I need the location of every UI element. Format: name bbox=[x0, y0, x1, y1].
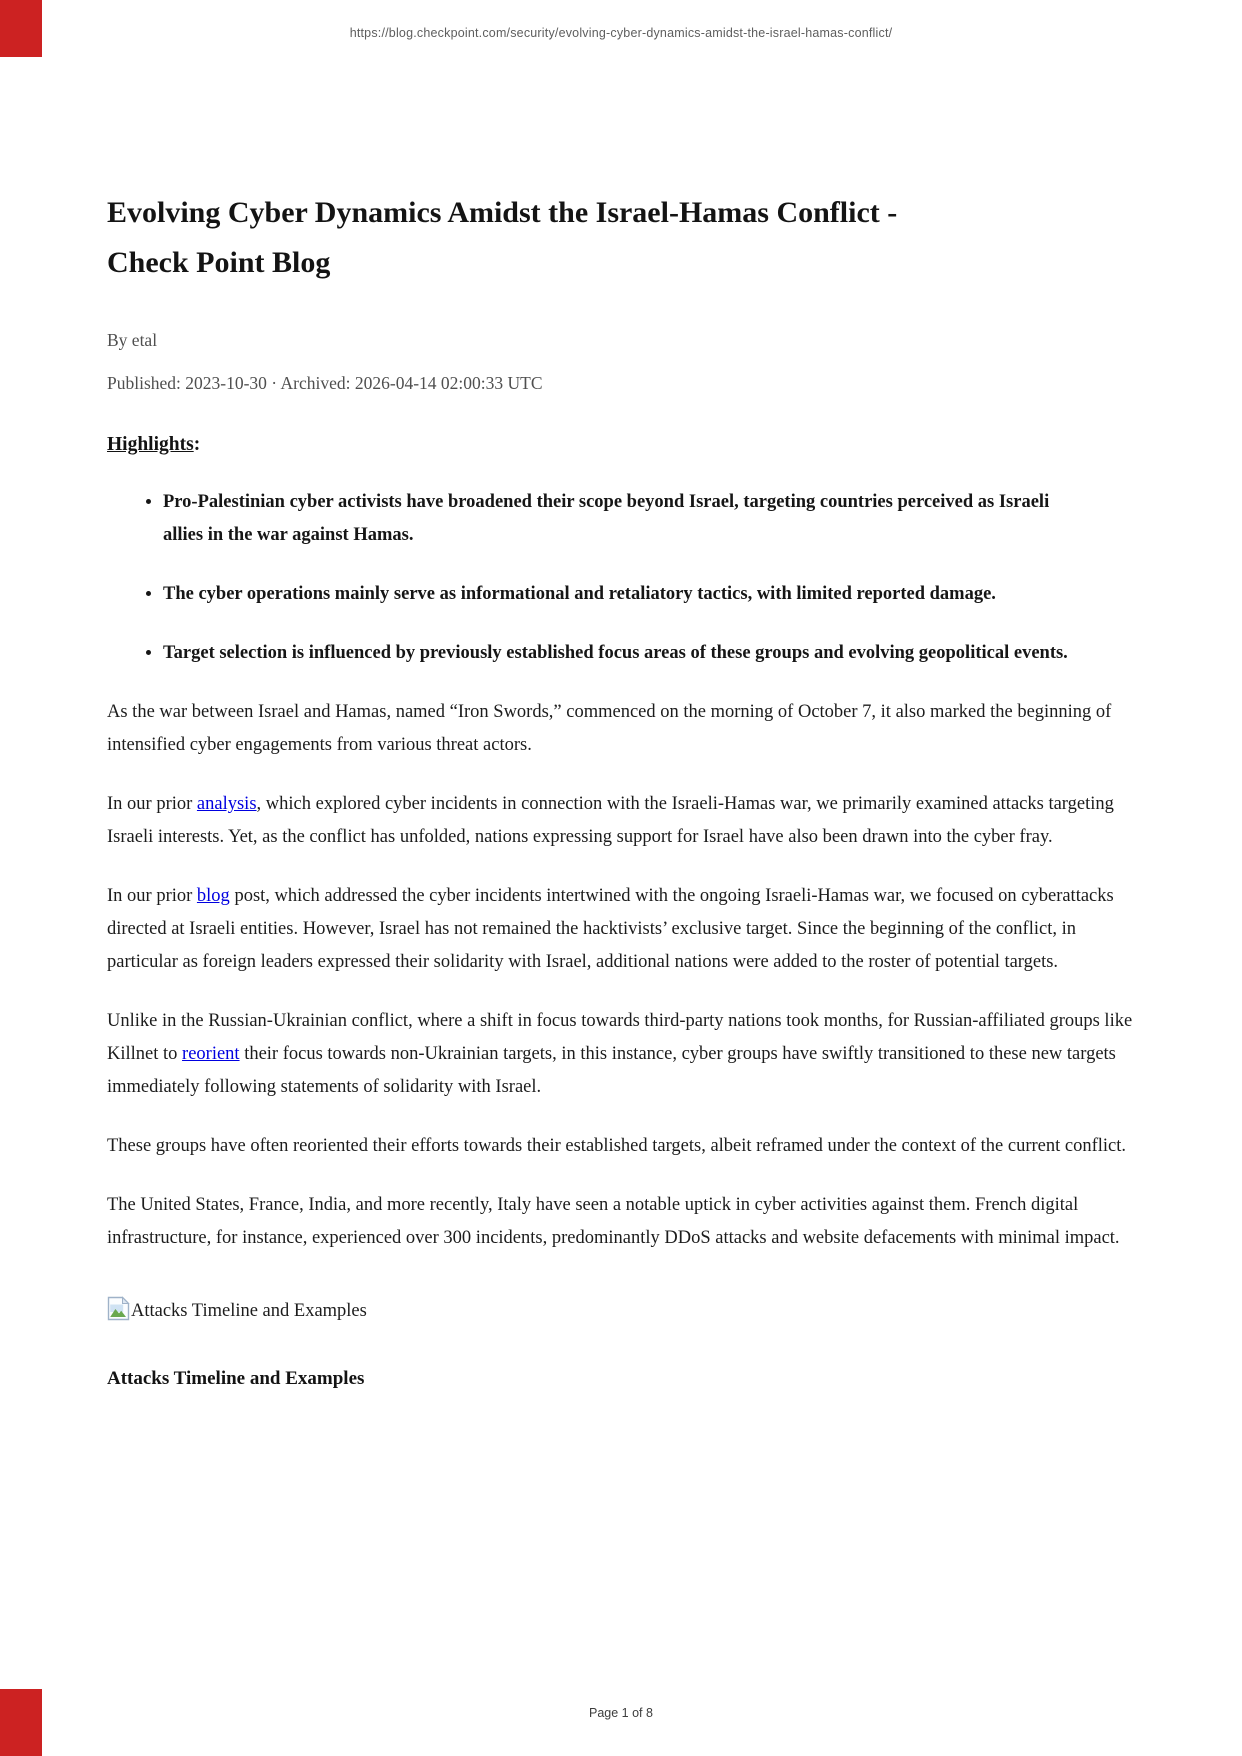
section-heading: Attacks Timeline and Examples bbox=[107, 1368, 365, 1389]
page-title: Evolving Cyber Dynamics Amidst the Israel-Hamas Conflict - Check Point Blog bbox=[107, 196, 898, 279]
highlight-item: • The cyber operations mainly serve as informational and retaliatory tactics, with limited reported damage. bbox=[163, 578, 1068, 611]
missing-figure bbox=[107, 1295, 1135, 1328]
paragraph-text: , which explored cyber incidents in connection with the Israeli-Hamas war, we primarily examined attacks targeting Israeli interests. Yet, as the conflict has unfolded, nations expressing support for Israel have also been drawn into the cyber fray. bbox=[107, 794, 1114, 847]
reorient-link[interactable]: reorient bbox=[182, 1044, 240, 1064]
paragraph bbox=[107, 1005, 1135, 1104]
paragraph-text: In our prior bbox=[107, 886, 197, 906]
highlight-item: • Target selection is influenced by previously established focus areas of these groups and evolving geopolitical events. bbox=[163, 637, 1068, 670]
paragraph bbox=[107, 788, 1135, 854]
analysis-link[interactable]: analysis bbox=[196, 794, 257, 814]
highlights-colon: : bbox=[193, 434, 201, 455]
source-url: https://blog.checkpoint.com/security/evolving-cyber-dynamics-amidst-the-israel-hamas-conflict/ bbox=[349, 26, 893, 40]
paragraph: The United States, France, India, and more recently, Italy have seen a notable uptick in cyber activities against them. French digital infrastructure, for instance, experienced over 300 incidents, predominantly DDoS attacks and website defacements with minimal impact. bbox=[107, 1195, 1120, 1248]
paragraph-text: their focus towards non-Ukrainian targets, in this instance, cyber groups have swiftly transitioned to these new targets immediately following statements of solidarity with Israel. bbox=[107, 1044, 1116, 1097]
paragraph: These groups have often reoriented their efforts towards their established targets, albeit reframed under the context of the current conflict. bbox=[107, 1136, 1126, 1156]
published-archived-meta: Published: 2023-10-30 · Archived: 2026-04-14 02:00:33 UTC bbox=[107, 373, 543, 393]
highlights-label: Highlights bbox=[107, 434, 194, 455]
paragraph: As the war between Israel and Hamas, named “Iron Swords,” commenced on the morning of October 7, it also marked the beginning of intensified cyber engagements from various threat actors. bbox=[107, 702, 1112, 755]
highlight-item: • Pro-Palestinian cyber activists have broadened their scope beyond Israel, targeting countries perceived as Israeli allies in the war against Hamas. bbox=[163, 486, 1068, 552]
page-number: Page 1 of 8 bbox=[589, 1706, 653, 1720]
byline: By etal bbox=[107, 330, 158, 350]
paragraph-text: Unlike in the Russian-Ukrainian conflict, where a shift in focus towards third-party nations took months, for Russian-affiliated groups like Killnet to bbox=[107, 1011, 1133, 1064]
paragraph-text: In our prior bbox=[107, 794, 197, 814]
figure-alt-text: Attacks Timeline and Examples bbox=[131, 1301, 367, 1321]
red-edge-marker-bottom bbox=[0, 1689, 42, 1756]
highlights-list bbox=[107, 486, 1135, 670]
broken-image-icon bbox=[107, 1296, 130, 1321]
paragraph-text: post, which addressed the cyber incidents intertwined with the ongoing Israeli-Hamas war, we focused on cyberattacks directed at Israeli entities. However, Israel has not remained the hacktivists’ exclusive target. Since the beginning of the conflict, in particular as foreign leaders expressed their solidarity with Israel, additional nations were added to the roster of potential targets. bbox=[107, 886, 1114, 972]
paragraph bbox=[107, 880, 1135, 979]
blog-link[interactable]: blog bbox=[196, 886, 230, 906]
highlights-heading bbox=[107, 434, 1135, 456]
